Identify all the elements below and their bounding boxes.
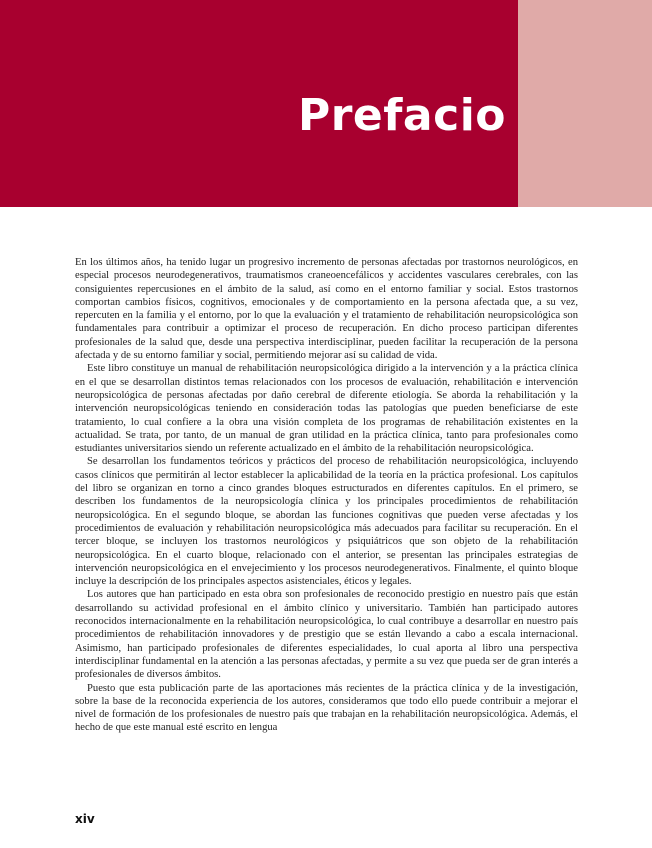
preface-body xyxy=(75,256,578,735)
paragraph: Puesto que esta publicación parte de las aportaciones más recientes de la práctica clínica y de la investigación, sobre la base de la reconocida experiencia de los autores, consideramos que todo ello puede contribuir a mejorar el nivel de formación de los profesionales de nuestro país que trabajan en la rehabilitación neuropsicológica. Además, el hecho de que este manual esté escrito en lengua xyxy=(75,682,578,734)
paragraph: Se desarrollan los fundamentos teóricos y prácticos del proceso de rehabilitación neuropsicológica, incluyendo casos clínicos que permitirán al lector establecer la aplicabilidad de la teoría en la práctica profesional. Los capítulos del libro se organizan en torno a cinco grandes bloques estructurados en diferentes capítulos. En el primero, se describen los fundamentos de la neuropsicología clínica y los principales procedimientos de rehabilitación neuropsicológica. En el segundo bloque, se abordan las funciones cognitivas que pueden verse afectadas y los procedimientos de evaluación y rehabilitación neuropsicológica más adecuados para facilitar su recuperación. En el tercer bloque, se incluyen los trastornos neurológicos y psiquiátricos que son objeto de la rehabilitación neuropsicológica. En el cuarto bloque, relacionado con el anterior, se presentan las principales estrategias de intervención neuropsicológica en el envejecimiento y los procesos neurodegenerativos. Finalmente, el quinto bloque incluye la descripción de los principales aspectos asistenciales, éticos y legales. xyxy=(75,456,578,588)
accent-block xyxy=(518,0,652,207)
title-banner xyxy=(0,0,518,207)
page-number: xiv xyxy=(75,812,95,826)
paragraph: En los últimos años, ha tenido lugar un progresivo incremento de personas afectadas por trastornos neurológicos, en especial procesos neurodegenerativos, traumatismos craneoencefálicos y accidentes vasculares cerebrales, con las consiguientes repercusiones en el ámbito de la salud, así como en el entorno familiar y social. Estos trastornos comportan cambios físicos, cognitivos, emocionales y de comportamiento en la persona afectada que, a su vez, repercuten en la familia y el entorno, por lo que la evaluación y el tratamiento de rehabilitación neuropsicológica son fundamentales para contribuir a optimizar el proceso de recuperación. En dicho proceso participan diferentes profesionales de la salud que, desde una perspectiva interdisciplinar, pueden facilitar la recuperación de la persona afectada y de su entorno familiar y social, permitiendo mejorar así su calidad de vida. xyxy=(75,257,578,362)
paragraph: Este libro constituye un manual de rehabilitación neuropsicológica dirigido a la intervención y a la práctica clínica en el que se desarrollan distintos temas relacionados con los procesos de evaluación, rehabilitación e intervención neuropsicológica de personas afectadas por daño cerebral de diferente etiología. Se aborda la rehabilitación y la intervención neuropsicológicas teniendo en consideración todas las patologías que pueden beneficiarse de este tratamiento, lo cual confiere a la obra una visión completa de los programas de rehabilitación existentes en la actualidad. Se trata, por tanto, de un manual de gran utilidad en la práctica clínica, tanto para profesionales como estudiantes universitarios siendo un referente actualizado en el ámbito de la rehabilitación neuropsicológica. xyxy=(75,363,578,455)
page-title: Prefacio xyxy=(297,90,506,141)
paragraph: Los autores que han participado en esta obra son profesionales de reconocido prestigio en nuestro país que están desarrollando su actividad profesional en el ámbito clínico y universitario. También han participado autores reconocidos internacionalmente en la rehabilitación neuropsicológica, lo cual contribuye a desarrollar en nuestro país procedimientos de rehabilitación innovadores y de prestigio que se están llevando a cabo a escala internacional. Asimismo, han participado profesionales de diferentes especialidades, lo cual aporta al libro una perspectiva interdisciplinar fundamental en la atención a las personas afectadas, y permite a su vez que pueda ser de gran interés a profesionales de diversos ámbitos. xyxy=(75,589,578,681)
